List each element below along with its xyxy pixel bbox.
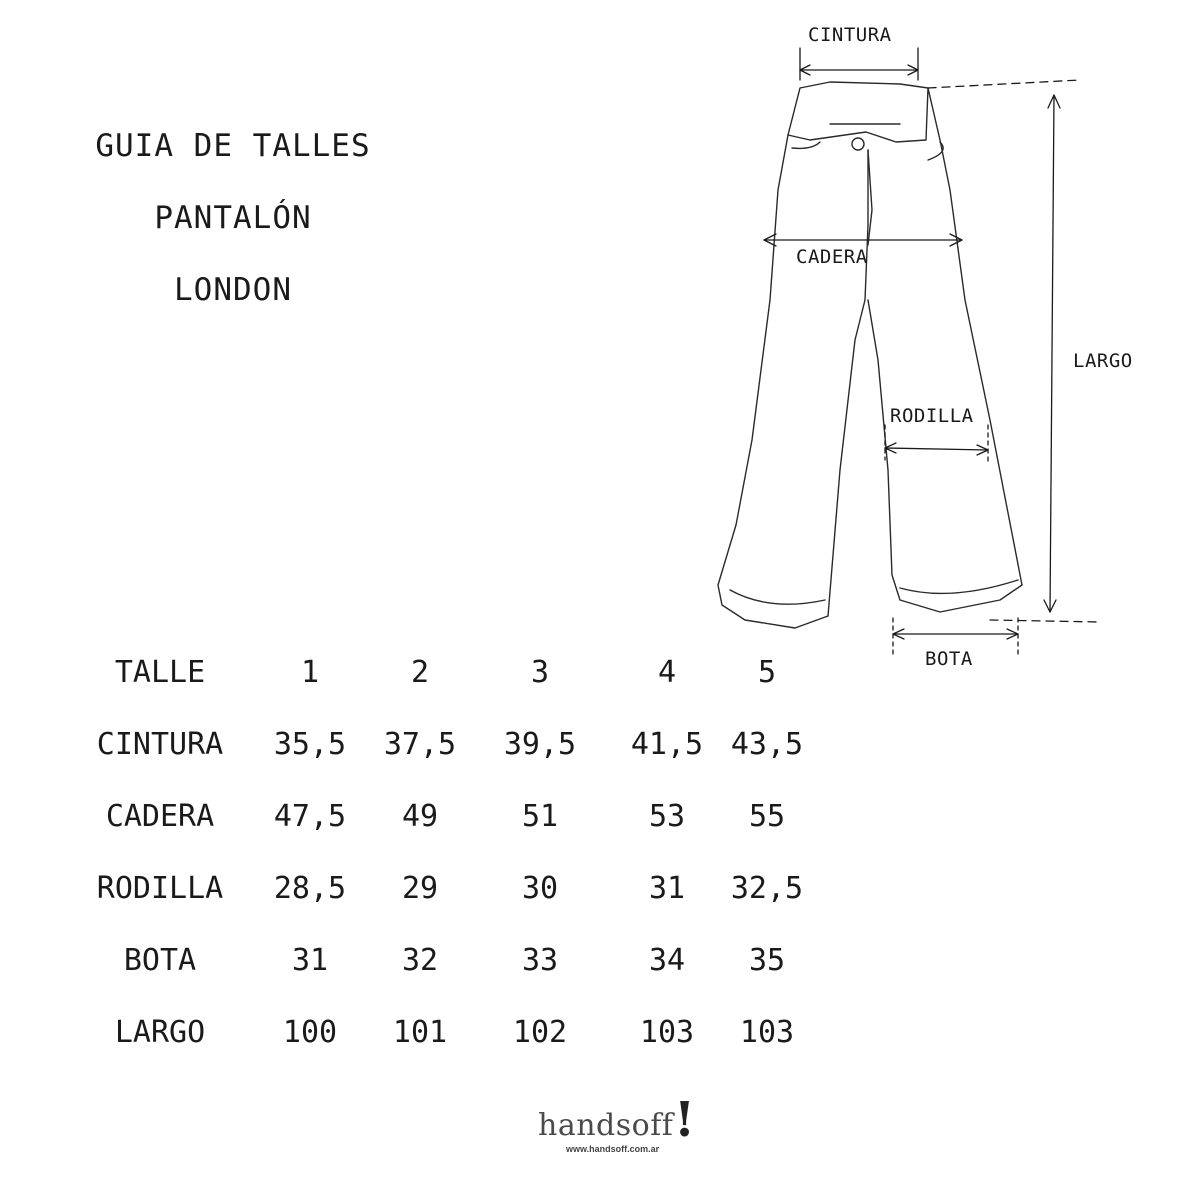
table-cell: 101	[392, 1015, 448, 1050]
table-cell: 33	[521, 943, 559, 978]
cintura-label: CINTURA	[808, 24, 892, 46]
table-cell: 43,5	[730, 727, 804, 762]
row-label-bota: BOTA	[123, 943, 197, 978]
table-cell: 32,5	[730, 871, 804, 906]
table-cell: 49	[401, 799, 439, 834]
table-cell: 29	[401, 871, 439, 906]
size-header: 1	[300, 655, 320, 690]
table-cell: 53	[648, 799, 686, 834]
table-cell: 31	[648, 871, 686, 906]
table-cell: 37,5	[383, 727, 457, 762]
size-header: 4	[657, 655, 677, 690]
garment-type: PANTALÓN	[154, 200, 312, 236]
table-cell: 103	[639, 1015, 695, 1050]
brand-name: handsoff	[538, 1108, 674, 1143]
brand-logo	[538, 1092, 698, 1162]
cadera-label: CADERA	[796, 246, 868, 268]
bota-label: BOTA	[925, 648, 973, 670]
table-cell: 28,5	[273, 871, 347, 906]
table-cell: 32	[401, 943, 439, 978]
brand-exclamation-icon: !	[674, 1092, 696, 1148]
rodilla-label: RODILLA	[890, 405, 974, 427]
guide-title: GUIA DE TALLES	[95, 128, 371, 164]
model-name: LONDON	[174, 272, 292, 308]
row-label-cadera: CADERA	[105, 799, 215, 834]
table-cell: 35	[748, 943, 786, 978]
table-cell: 47,5	[273, 799, 347, 834]
table-cell: 41,5	[630, 727, 704, 762]
pants-diagram	[700, 0, 1180, 700]
row-label-cintura: CINTURA	[96, 727, 224, 762]
table-cell: 34	[648, 943, 686, 978]
table-cell: 39,5	[503, 727, 577, 762]
table-cell: 55	[748, 799, 786, 834]
size-header: 2	[410, 655, 430, 690]
table-cell: 102	[512, 1015, 568, 1050]
table-cell: 51	[521, 799, 559, 834]
largo-label: LARGO	[1073, 350, 1133, 372]
row-label-largo: LARGO	[114, 1015, 206, 1050]
table-cell: 31	[291, 943, 329, 978]
table-cell: 35,5	[273, 727, 347, 762]
size-header: 5	[757, 655, 777, 690]
table-cell: 30	[521, 871, 559, 906]
table-cell: 100	[282, 1015, 338, 1050]
row-label-rodilla: RODILLA	[96, 871, 224, 906]
table-cell: 103	[739, 1015, 795, 1050]
brand-url: www.handsoff.com.ar	[566, 1144, 660, 1154]
size-header: 3	[530, 655, 550, 690]
table-header-label: TALLE	[114, 655, 206, 690]
